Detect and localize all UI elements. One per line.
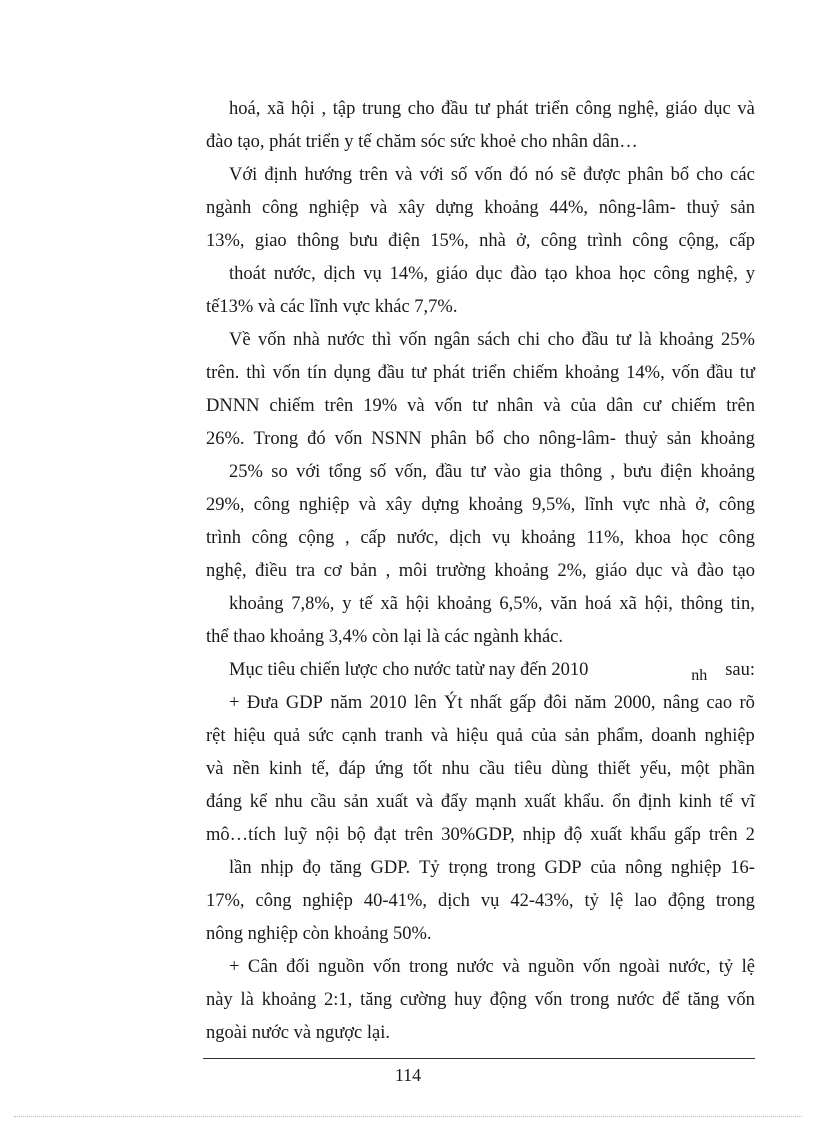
text-line: khoảng 7,8%, y tế xã hội khoảng 6,5%, văn hoá xã hội, thông tin, <box>229 594 755 614</box>
text-line: Với định hướng trên và với số vốn đó nó sẽ được phân bổ cho các <box>229 165 755 185</box>
text-line: ngành công nghiệp và xây dựng khoảng 44%, nông-lâm- thuỷ sản <box>206 198 755 218</box>
text-line: mô…tích luỹ nội bộ đạt trên 30%GDP, nhịp độ xuất khẩu gấp trên 2 <box>206 825 755 845</box>
text-line: đào tạo, phát triển y tế chăm sóc sức khoẻ cho nhân dân… <box>206 132 638 152</box>
text-line: hoá, xã hội , tập trung cho đầu tư phát triển công nghệ, giáo dục và <box>229 99 755 119</box>
text-line: này là khoảng 2:1, tăng cường huy động vốn trong nước để tăng vốn <box>206 990 755 1010</box>
text-line: thoát nước, dịch vụ 14%, giáo dục đào tạo khoa học công nghệ, y <box>229 264 755 284</box>
text-line: trình công cộng , cấp nước, dịch vụ khoảng 11%, khoa học công <box>206 528 755 548</box>
text-line: + Cân đối nguồn vốn trong nước và nguồn vốn ngoài nước, tỷ lệ <box>229 957 755 977</box>
text-line: nông nghiệp còn khoảng 50%. <box>206 924 432 944</box>
text-line: + Đưa GDP năm 2010 lên Ýt nhất gấp đôi năm 2000, nâng cao rõ <box>229 693 755 713</box>
text-line: rệt hiệu quả sức cạnh tranh và hiệu quả của sản phẩm, doanh nghiệp <box>206 726 755 746</box>
text-line: Về vốn nhà nước thì vốn ngân sách chi cho đầu tư là khoảng 25% <box>229 330 755 350</box>
page-number: 114 <box>394 1065 422 1085</box>
text-line: tế13% và các lĩnh vực khác 7,7%. <box>206 297 458 317</box>
footer-divider <box>203 1058 755 1059</box>
text-line: và nền kinh tế, đáp ứng tốt nhu cầu tiêu dùng thiết yếu, một phần <box>206 759 755 779</box>
text-line: 13%, giao thông bưu điện 15%, nhà ở, công trình công cộng, cấp <box>206 231 755 251</box>
text-line: thể thao khoảng 3,4% còn lại là các ngành khác. <box>206 627 564 647</box>
text-line: Mục tiêu chiến lược cho nước tatừ nay đến 2010 nh sau: <box>229 660 755 684</box>
text-line: 17%, công nghiệp 40-41%, dịch vụ 42-43%, tỷ lệ lao động trong <box>206 891 755 911</box>
text-line: nghệ, điều tra cơ bản , môi trường khoảng 2%, giáo dục và đào tạo <box>206 561 755 581</box>
page-edge-dotted-line <box>14 1116 802 1117</box>
text-line: ngoài nước và ngược lại. <box>206 1023 390 1043</box>
text-line: DNNN chiếm trên 19% và vốn tư nhân và của dân cư chiếm trên <box>206 396 755 416</box>
text-line: lần nhịp đọ tăng GDP. Tỷ trọng trong GDP của nông nghiệp 16- <box>229 858 755 878</box>
text-line: 29%, công nghiệp và xây dựng khoảng 9,5%, lĩnh vực nhà ở, công <box>206 495 755 515</box>
text-line: đáng kể nhu cầu sản xuất và đẩy mạnh xuất khẩu. ổn định kinh tế vĩ <box>206 792 755 812</box>
text-line: trên. thì vốn tín dụng đầu tư phát triển chiếm khoảng 14%, vốn đầu tư <box>206 363 755 383</box>
text-line: 26%. Trong đó vốn NSNN phân bổ cho nông-lâm- thuỷ sản khoảng <box>206 429 755 449</box>
text-line: 25% so với tổng số vốn, đầu tư vào gia thông , bưu điện khoảng <box>229 462 755 482</box>
